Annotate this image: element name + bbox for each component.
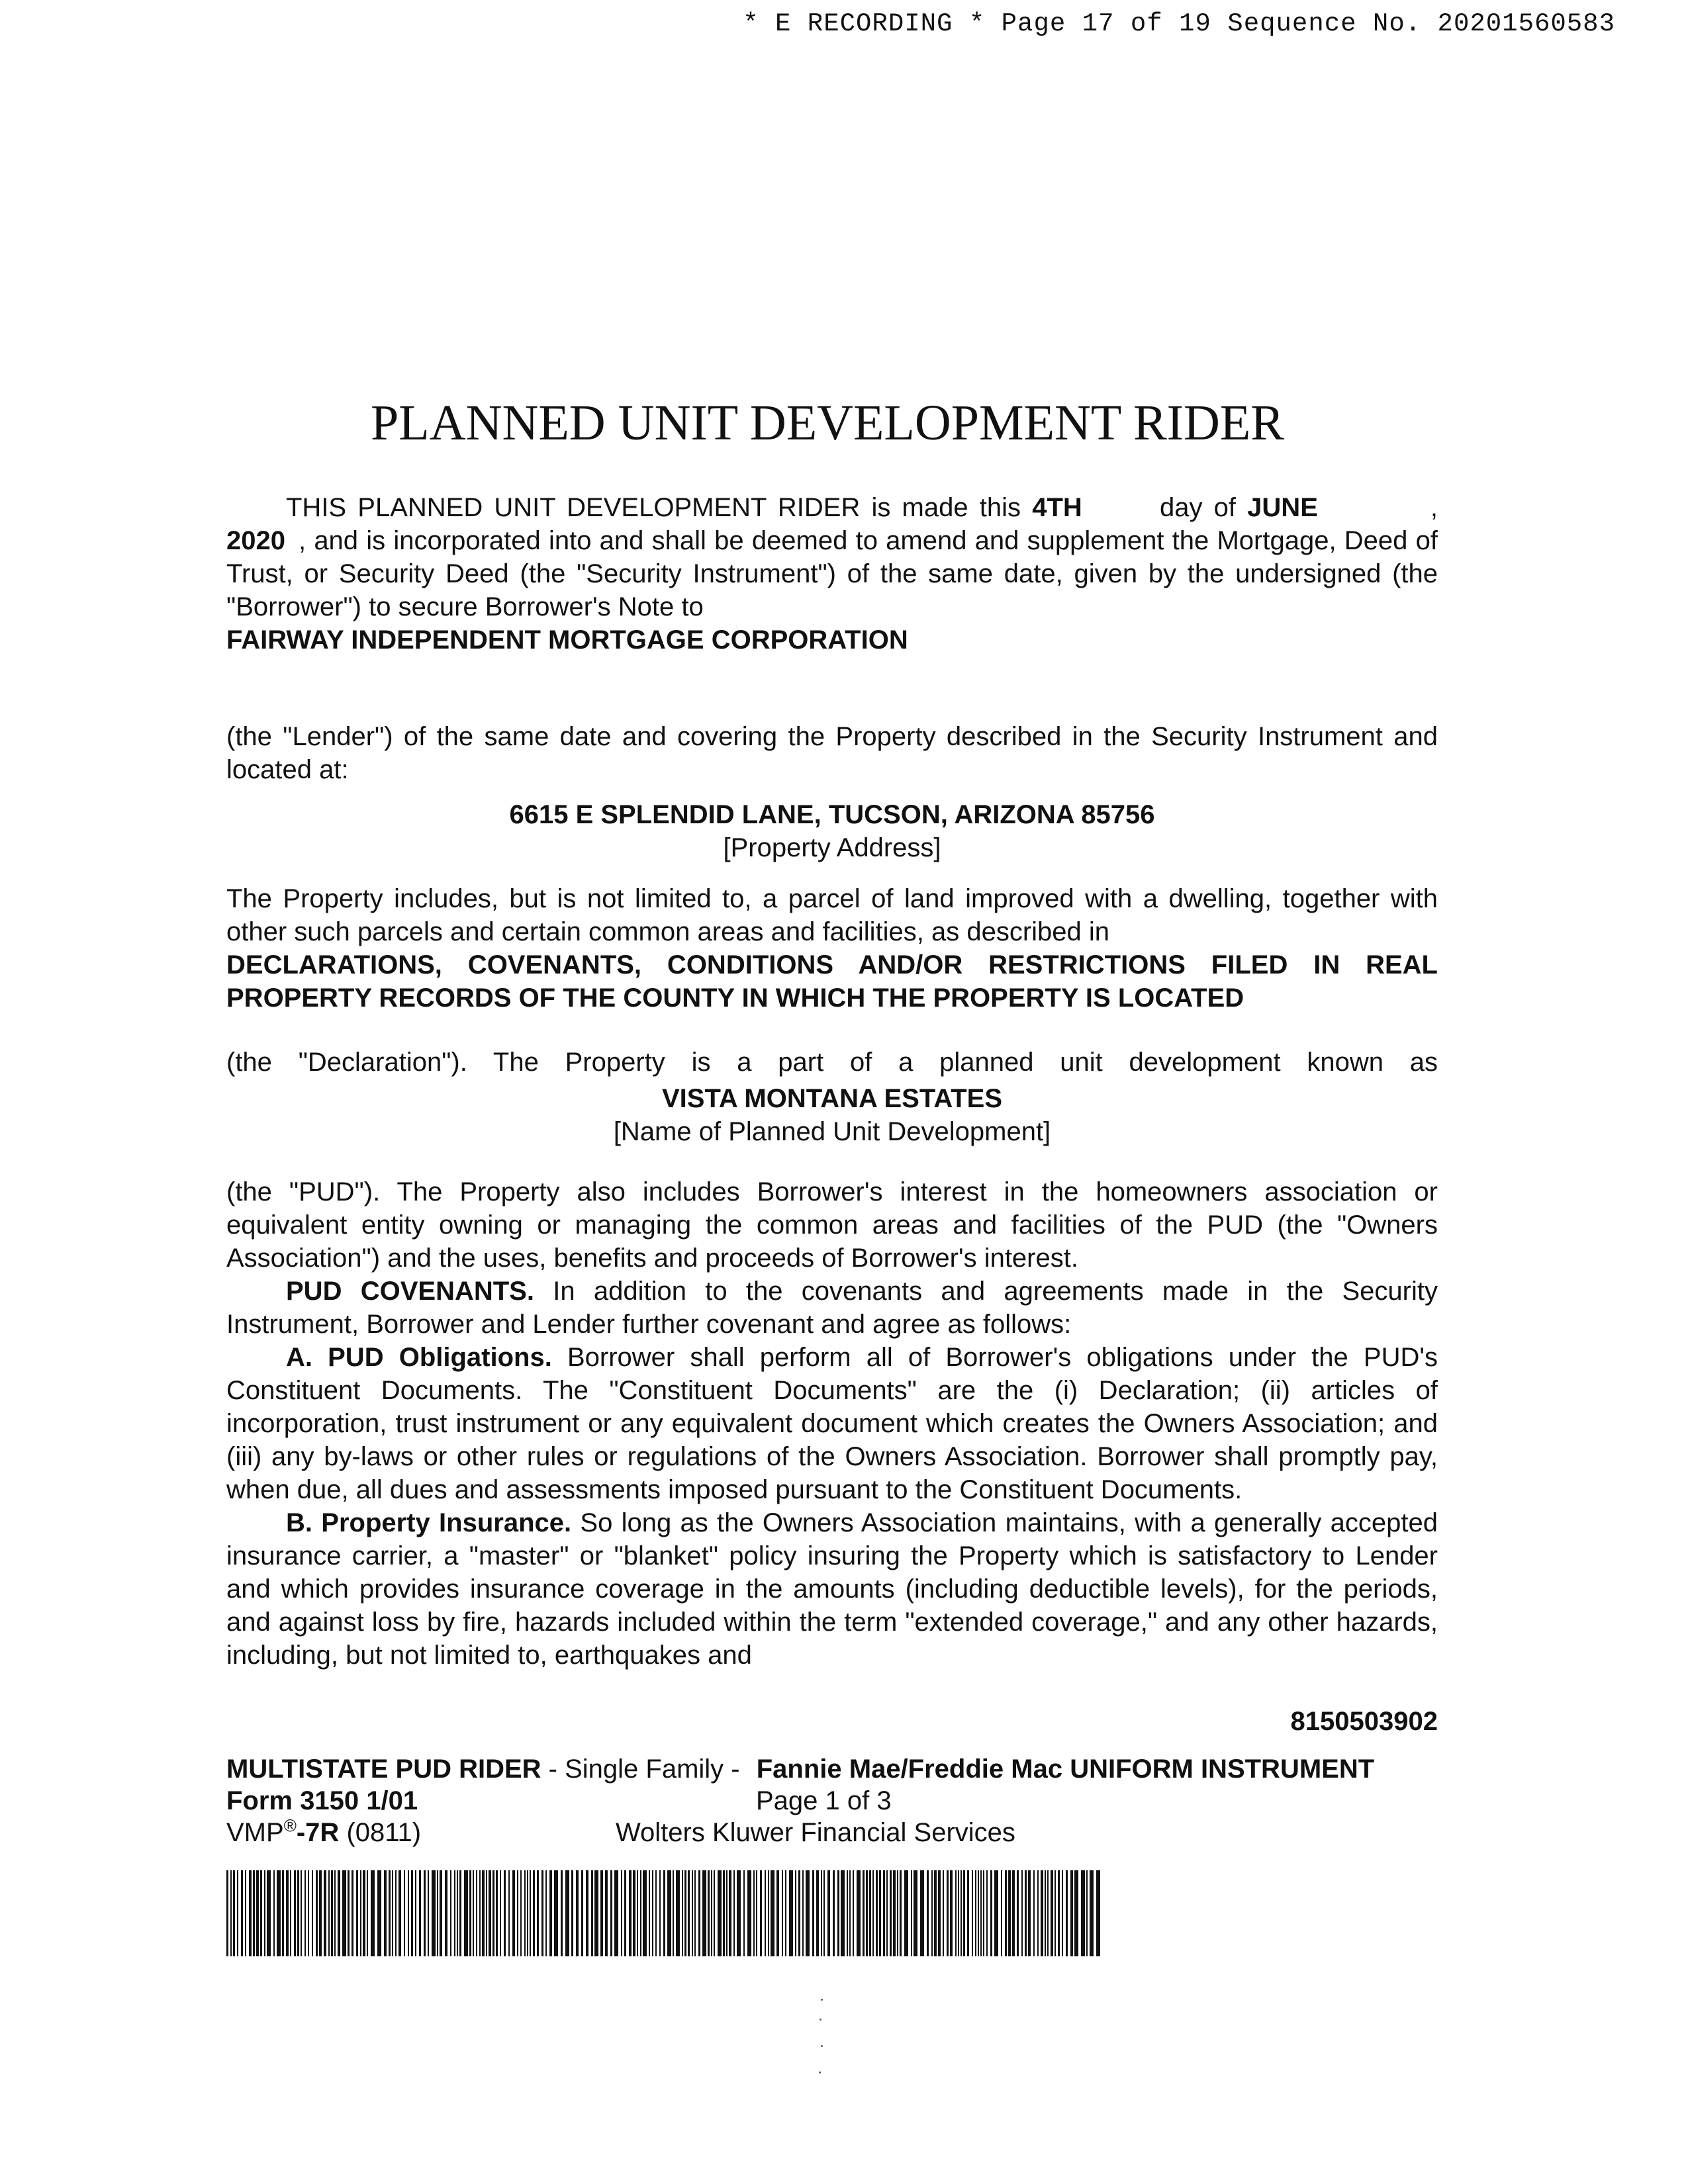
barcode-bar bbox=[1047, 1870, 1049, 1956]
barcode-bar bbox=[1051, 1870, 1053, 1956]
barcode-bar bbox=[659, 1870, 661, 1956]
barcode-bar bbox=[765, 1870, 766, 1956]
property-address: 6615 E SPLENDID LANE, TUCSON, ARIZONA 85756 bbox=[509, 800, 1155, 829]
barcode-bar bbox=[230, 1870, 232, 1956]
rider-month: JUNE bbox=[1247, 493, 1318, 522]
form-title: MULTISTATE PUD RIDER bbox=[226, 1754, 541, 1784]
barcode-bar bbox=[1033, 1870, 1035, 1956]
barcode-bar bbox=[454, 1870, 455, 1956]
barcode-bar bbox=[482, 1870, 485, 1956]
barcode-bar bbox=[264, 1870, 265, 1956]
barcode-bar bbox=[226, 1870, 228, 1956]
barcode-bar bbox=[479, 1870, 481, 1956]
intro-text-a: THIS PLANNED UNIT DEVELOPMENT RIDER is made this bbox=[286, 493, 1021, 522]
barcode-bar bbox=[581, 1870, 583, 1956]
barcode-bar bbox=[798, 1870, 800, 1956]
barcode-bar bbox=[404, 1870, 405, 1956]
barcode-bar bbox=[305, 1870, 306, 1956]
rider-day: 4TH bbox=[1032, 493, 1082, 522]
barcode-bar bbox=[324, 1870, 326, 1956]
barcode-bar bbox=[1096, 1870, 1100, 1956]
barcode-bar bbox=[1008, 1870, 1011, 1956]
barcode-bar bbox=[890, 1870, 892, 1956]
property-address-label: [Property Address] bbox=[723, 833, 941, 862]
barcode-bar bbox=[983, 1870, 984, 1956]
barcode-bar bbox=[986, 1870, 988, 1956]
barcode-bar bbox=[424, 1870, 426, 1956]
barcode-bar bbox=[363, 1870, 365, 1956]
barcode-bar bbox=[352, 1870, 353, 1956]
declaration-paragraph bbox=[226, 1046, 1438, 1148]
pud-name-label: [Name of Planned Unit Development] bbox=[613, 1117, 1051, 1146]
rider-year: 2020 bbox=[226, 526, 285, 555]
barcode-bar bbox=[576, 1870, 579, 1956]
barcode-bar bbox=[823, 1870, 825, 1956]
barcode-bar bbox=[747, 1870, 751, 1956]
barcode-bar bbox=[594, 1870, 598, 1956]
barcode-bar bbox=[614, 1870, 618, 1956]
barcode-bar bbox=[978, 1870, 979, 1956]
barcode-bar bbox=[260, 1870, 262, 1956]
barcode-bar bbox=[963, 1870, 965, 1956]
barcode-bar bbox=[714, 1870, 715, 1956]
form-title-row bbox=[226, 1752, 1425, 1786]
loan-number: 8150503902 bbox=[1290, 1707, 1438, 1736]
scan-speck bbox=[820, 2019, 821, 2021]
barcode-bar bbox=[847, 1870, 848, 1956]
declaration-text: (the "Declaration"). The Property is a part of a planned unit development known as bbox=[226, 1048, 1438, 1077]
barcode-bar bbox=[1062, 1870, 1063, 1956]
barcode-bar bbox=[718, 1870, 722, 1956]
barcode-bar bbox=[500, 1870, 501, 1956]
barcode-bar bbox=[537, 1870, 539, 1956]
section-a-heading: A. PUD Obligations. bbox=[286, 1343, 552, 1372]
barcode-bar bbox=[760, 1870, 762, 1956]
barcode-bar bbox=[561, 1870, 563, 1956]
barcode-bar bbox=[267, 1870, 271, 1956]
barcode-bar bbox=[1055, 1870, 1056, 1956]
barcode-bar bbox=[457, 1870, 458, 1956]
barcode-bar bbox=[527, 1870, 528, 1956]
barcode-bar bbox=[233, 1870, 235, 1956]
barcode-bar bbox=[655, 1870, 657, 1956]
barcode-bar bbox=[972, 1870, 973, 1956]
barcode-bar bbox=[737, 1870, 741, 1956]
barcode-bar bbox=[473, 1870, 474, 1956]
barcode-bar bbox=[419, 1870, 421, 1956]
form-subtitle: - Single Family - bbox=[548, 1754, 740, 1784]
barcode-bar bbox=[893, 1870, 896, 1956]
vmp-code-b: -7R bbox=[296, 1818, 340, 1847]
barcode-bar bbox=[1090, 1870, 1094, 1956]
barcode-bar bbox=[663, 1870, 665, 1956]
section-b-heading: B. Property Insurance. bbox=[286, 1508, 572, 1537]
barcode-bar bbox=[789, 1870, 793, 1956]
form-number: Form 3150 1/01 bbox=[226, 1786, 418, 1815]
barcode-bar bbox=[1081, 1870, 1085, 1956]
barcode-bar bbox=[600, 1870, 603, 1956]
barcode-bar bbox=[676, 1870, 680, 1956]
barcode-bar bbox=[316, 1870, 318, 1956]
barcode-bar bbox=[947, 1870, 949, 1956]
barcode-bar bbox=[508, 1870, 510, 1956]
barcode-bar bbox=[640, 1870, 641, 1956]
barcode-bar bbox=[348, 1870, 350, 1956]
barcode-bar bbox=[726, 1870, 727, 1956]
barcode-bar bbox=[253, 1870, 255, 1956]
barcode-bar bbox=[931, 1870, 933, 1956]
barcode-bar bbox=[1058, 1870, 1060, 1956]
barcode-bar bbox=[517, 1870, 518, 1956]
barcode-bar bbox=[290, 1870, 291, 1956]
barcode-bar bbox=[827, 1870, 830, 1956]
barcode-bar bbox=[673, 1870, 674, 1956]
barcode-bar bbox=[450, 1870, 451, 1956]
barcode-bar bbox=[1012, 1870, 1015, 1956]
barcode-bar bbox=[392, 1870, 393, 1956]
barcode-bar bbox=[743, 1870, 745, 1956]
barcode-bar bbox=[1045, 1870, 1046, 1956]
section-a-text: Borrower shall perform all of Borrower's obligations under the PUD's Constituent Documents. The "Constituent Documents" are the (i) Declaration; (ii) articles of incorporation, trust instrument or any equivalent document which creates the Owners Association; and (iii) any by-laws or other rules or regulations of the Owners Association. Borrower shall promptly pay, when due, all dues and assessments imposed pursuant to the Constituent Documents. bbox=[226, 1343, 1438, 1504]
barcode-bar bbox=[384, 1870, 387, 1956]
barcode-bar bbox=[237, 1870, 238, 1956]
barcode-bar bbox=[886, 1870, 888, 1956]
barcode-bar bbox=[802, 1870, 804, 1956]
barcode-bar bbox=[432, 1870, 436, 1956]
barcode-bar bbox=[286, 1870, 289, 1956]
barcode-bar bbox=[334, 1870, 336, 1956]
barcode-bar bbox=[342, 1870, 346, 1956]
recording-header: * E RECORDING * Page 17 of 19 Sequence No. 20201560583 bbox=[743, 9, 1615, 38]
page-indicator: Page 1 of 3 bbox=[756, 1786, 892, 1815]
barcode-bar bbox=[692, 1870, 693, 1956]
barcode-bar bbox=[545, 1870, 547, 1956]
barcode-bar bbox=[408, 1870, 409, 1956]
barcode-bar bbox=[1086, 1870, 1088, 1956]
barcode-bar bbox=[904, 1870, 908, 1956]
barcode-bar bbox=[943, 1870, 944, 1956]
barcode-bar bbox=[371, 1870, 375, 1956]
barcode-bar bbox=[1001, 1870, 1002, 1956]
barcode-bar bbox=[633, 1870, 635, 1956]
barcode-bar bbox=[360, 1870, 361, 1956]
barcode-bar bbox=[273, 1870, 275, 1956]
barcode-bar bbox=[445, 1870, 447, 1956]
publisher: Wolters Kluwer Financial Services bbox=[616, 1818, 1015, 1847]
barcode-bar bbox=[698, 1870, 700, 1956]
barcode-bar bbox=[411, 1870, 413, 1956]
lender-paragraph bbox=[226, 720, 1438, 864]
barcode-bar bbox=[486, 1870, 487, 1956]
barcode-bar bbox=[702, 1870, 706, 1956]
barcode-bar bbox=[1037, 1870, 1039, 1956]
barcode-bar bbox=[399, 1870, 401, 1956]
barcode-bar bbox=[1070, 1870, 1073, 1956]
barcode-bar bbox=[464, 1870, 468, 1956]
barcode-bar bbox=[920, 1870, 924, 1956]
barcode-bar bbox=[367, 1870, 368, 1956]
barcode-bar bbox=[812, 1870, 814, 1956]
barcode-bar bbox=[990, 1870, 992, 1956]
barcode-bar bbox=[1028, 1870, 1031, 1956]
document-title: PLANNED UNIT DEVELOPMENT RIDER bbox=[371, 395, 1284, 451]
barcode-bar bbox=[958, 1870, 959, 1956]
barcode-bar bbox=[415, 1870, 416, 1956]
barcode-bar bbox=[708, 1870, 710, 1956]
barcode-bar bbox=[975, 1870, 976, 1956]
barcode-bar bbox=[440, 1870, 442, 1956]
barcode-bar bbox=[605, 1870, 608, 1956]
barcode-bar bbox=[853, 1870, 854, 1956]
barcode-bar bbox=[459, 1870, 461, 1956]
barcode-bar bbox=[282, 1870, 284, 1956]
barcode-bar bbox=[469, 1870, 471, 1956]
barcode-bar bbox=[879, 1870, 881, 1956]
barcode-bar bbox=[729, 1870, 731, 1956]
barcode-bar bbox=[950, 1870, 953, 1956]
barcode-bar bbox=[883, 1870, 885, 1956]
barcode-bar bbox=[849, 1870, 851, 1956]
barcode-bar bbox=[541, 1870, 543, 1956]
pud-name: VISTA MONTANA ESTATES bbox=[661, 1084, 1003, 1113]
barcode-bar bbox=[249, 1870, 252, 1956]
barcode-bar bbox=[816, 1870, 819, 1956]
barcode-bar bbox=[356, 1870, 358, 1956]
barcode-bar bbox=[684, 1870, 686, 1956]
barcode-bar bbox=[857, 1870, 861, 1956]
barcode-image bbox=[226, 1870, 1100, 1956]
barcode-bar bbox=[245, 1870, 246, 1956]
barcode-bar bbox=[863, 1870, 865, 1956]
barcode-bar bbox=[565, 1870, 569, 1956]
barcode-bar bbox=[395, 1870, 397, 1956]
barcode-bar bbox=[652, 1870, 653, 1956]
barcode-bar bbox=[610, 1870, 612, 1956]
vmp-code-c: (0811) bbox=[346, 1818, 422, 1847]
scan-speck bbox=[821, 1999, 823, 2001]
barcode-bar bbox=[308, 1870, 309, 1956]
barcode-bar bbox=[591, 1870, 593, 1956]
barcode-bar bbox=[694, 1870, 696, 1956]
barcode-bar bbox=[428, 1870, 429, 1956]
barcode-bar bbox=[897, 1870, 898, 1956]
property-text: The Property includes, but is not limited to, a parcel of land improved with a dwelling, together with other such parcels and certain common areas and facilities, as described in bbox=[226, 884, 1438, 946]
barcode-bar bbox=[955, 1870, 957, 1956]
barcode-bar bbox=[496, 1870, 498, 1956]
declaration-title: DECLARATIONS, COVENANTS, CONDITIONS AND/OR RESTRICTIONS FILED IN REAL PROPERTY RECORDS OF THE COUNTY IN WHICH THE PROPERTY IS LOCATED bbox=[226, 950, 1438, 1013]
barcode-bar bbox=[682, 1870, 683, 1956]
barcode-bar bbox=[297, 1870, 299, 1956]
barcode-bar bbox=[1005, 1870, 1007, 1956]
barcode-bar bbox=[795, 1870, 796, 1956]
barcode-bar bbox=[723, 1870, 725, 1956]
barcode-bar bbox=[504, 1870, 506, 1956]
barcode-bar bbox=[649, 1870, 650, 1956]
barcode-bar bbox=[301, 1870, 302, 1956]
barcode-bar bbox=[512, 1870, 515, 1956]
lender-name: FAIRWAY INDEPENDENT MORTGAGE CORPORATION bbox=[226, 625, 908, 655]
barcode-bar bbox=[900, 1870, 902, 1956]
barcode-bar bbox=[643, 1870, 647, 1956]
barcode-bar bbox=[319, 1870, 322, 1956]
barcode-bar bbox=[934, 1870, 937, 1956]
barcode-bar bbox=[492, 1870, 494, 1956]
barcode-bar bbox=[389, 1870, 391, 1956]
barcode-bar bbox=[554, 1870, 558, 1956]
barcode-bar bbox=[753, 1870, 755, 1956]
barcode-bar bbox=[837, 1870, 839, 1956]
barcode-bar bbox=[911, 1870, 912, 1956]
barcode-bar bbox=[256, 1870, 259, 1956]
barcode-bar bbox=[629, 1870, 632, 1956]
barcode-bar bbox=[833, 1870, 835, 1956]
barcode-bar bbox=[756, 1870, 757, 1956]
barcode-bar bbox=[437, 1870, 438, 1956]
barcode-bar bbox=[938, 1870, 941, 1956]
barcode-bar bbox=[961, 1870, 962, 1956]
barcode-bar bbox=[624, 1870, 626, 1956]
intro-text-b: day of bbox=[1159, 493, 1236, 522]
barcode-bar bbox=[927, 1870, 929, 1956]
barcode-bar bbox=[914, 1870, 917, 1956]
barcode-bar bbox=[328, 1870, 330, 1956]
scan-speck bbox=[821, 2045, 823, 2047]
barcode-bar bbox=[782, 1870, 783, 1956]
barcode-bar bbox=[476, 1870, 477, 1956]
barcode-bar bbox=[294, 1870, 296, 1956]
covenants-heading: PUD COVENANTS. bbox=[286, 1277, 534, 1306]
form-uniform: Fannie Mae/Freddie Mac UNIFORM INSTRUMENT bbox=[756, 1754, 1375, 1784]
pud-text: (the "PUD"). The Property also includes Borrower's interest in the homeowners association or equivalent entity owning or managing the common areas and facilities of the PUD (the "Owners Association") and the uses, benefits and proceeds of Borrower's interest. bbox=[226, 1177, 1438, 1273]
section-b-text: So long as the Owners Association maintains, with a generally accepted insurance carrier, a "master" or "blanket" policy insuring the Property which is satisfactory to Lender and which provides insurance coverage in the amounts (including deductible levels), for the periods, and against loss by fire, hazards included within the term "extended coverage," and any other hazards, including, but not limited to, earthquakes and bbox=[226, 1508, 1438, 1670]
barcode-bar bbox=[1066, 1870, 1068, 1956]
barcode-bar bbox=[338, 1870, 340, 1956]
form-footer bbox=[226, 1705, 1438, 1857]
barcode-bar bbox=[768, 1870, 769, 1956]
barcode-bar bbox=[277, 1870, 281, 1956]
covenants-text: In addition to the covenants and agreements made in the Security Instrument, Borrower and Lender further covenant and agree as follows: bbox=[226, 1277, 1438, 1339]
barcode-bar bbox=[967, 1870, 969, 1956]
barcode-bar bbox=[1041, 1870, 1043, 1956]
property-paragraph bbox=[226, 882, 1438, 1015]
barcode-bar bbox=[549, 1870, 552, 1956]
barcode-bar bbox=[776, 1870, 779, 1956]
intro-text-c: , and is incorporated into and shall be deemed to amend and supplement the Mortgage, Deed of Trust, or Security Deed (the "Security Instrument") of the same date, given by the undersigned (the "Borrower") to secure Borrower's Note to bbox=[226, 526, 1438, 621]
barcode-bar bbox=[876, 1870, 878, 1956]
barcode-bar bbox=[571, 1870, 573, 1956]
intro-paragraph bbox=[226, 491, 1438, 657]
intro-comma: , bbox=[1430, 493, 1438, 522]
barcode-bar bbox=[530, 1870, 531, 1956]
barcode-bar bbox=[785, 1870, 786, 1956]
lender-text: (the "Lender") of the same date and covering the Property described in the Security Instrument and located at: bbox=[226, 722, 1438, 784]
barcode-bar bbox=[667, 1870, 671, 1956]
barcode-bar bbox=[377, 1870, 381, 1956]
barcode-bar bbox=[1025, 1870, 1027, 1956]
barcode-bar bbox=[980, 1870, 982, 1956]
vmp-code-a: VMP bbox=[226, 1818, 284, 1847]
barcode-bar bbox=[994, 1870, 998, 1956]
barcode-bar bbox=[637, 1870, 638, 1956]
barcode-bar bbox=[869, 1870, 871, 1956]
barcode-bar bbox=[524, 1870, 526, 1956]
barcode-bar bbox=[520, 1870, 522, 1956]
barcode-bar bbox=[872, 1870, 874, 1956]
barcode-bar bbox=[771, 1870, 774, 1956]
vmp-code bbox=[226, 1816, 421, 1849]
barcode-bar bbox=[711, 1870, 712, 1956]
barcode-bar bbox=[621, 1870, 622, 1956]
barcode-bar bbox=[1074, 1870, 1078, 1956]
scan-speck bbox=[819, 2071, 821, 2073]
barcode-bar bbox=[489, 1870, 491, 1956]
vmp-registered: ® bbox=[283, 1815, 297, 1836]
barcode-bar bbox=[733, 1870, 735, 1956]
barcode-bar bbox=[586, 1870, 588, 1956]
barcode-bar bbox=[688, 1870, 690, 1956]
barcode-bar bbox=[312, 1870, 313, 1956]
barcode-bar bbox=[331, 1870, 333, 1956]
pud-paragraphs bbox=[226, 1175, 1438, 1672]
barcode-bar bbox=[241, 1870, 243, 1956]
barcode-bar bbox=[1021, 1870, 1023, 1956]
barcode-bar bbox=[821, 1870, 822, 1956]
barcode-bar bbox=[841, 1870, 845, 1956]
barcode-bar bbox=[533, 1870, 535, 1956]
barcode-bar bbox=[806, 1870, 810, 1956]
barcode-bar bbox=[866, 1870, 868, 1956]
barcode-bar bbox=[1017, 1870, 1019, 1956]
